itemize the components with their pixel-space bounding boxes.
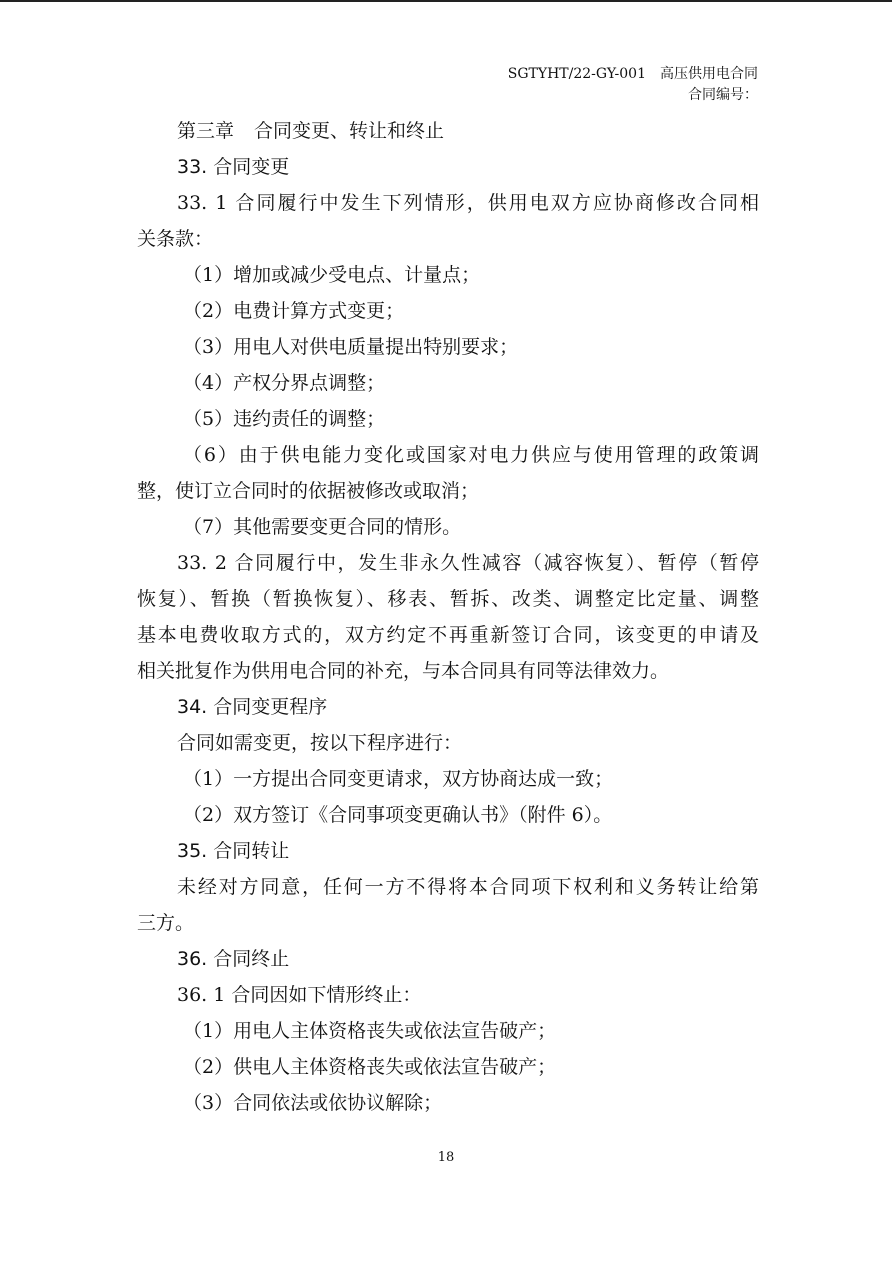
- clause-33-1-line-1: 33. 1 合同履行中发生下列情形，供用电双方应协商修改合同相: [177, 192, 759, 214]
- list-item: （4）产权分界点调整；: [183, 372, 386, 394]
- chapter-title: [137, 113, 759, 149]
- list-item: （2）供电人主体资格丧失或依法宣告破产；: [183, 1056, 557, 1078]
- list-item: （3）用电人对供电质量提出特别要求；: [183, 336, 519, 358]
- clause-33-2-line-4: 相关批复作为供用电合同的补充，与本合同具有同等法律效力。: [137, 660, 670, 682]
- top-border-line: [0, 0, 892, 2]
- doc-title: 高压供用电合同: [660, 66, 758, 82]
- list-item: （2）电费计算方式变更；: [183, 300, 405, 322]
- clause-33-1-line-2: 关条款：: [137, 228, 214, 250]
- header-line-1: [508, 64, 758, 85]
- list-item: （5）违约责任的调整；: [183, 408, 386, 430]
- page-number: 18: [437, 1150, 455, 1165]
- document-body: [137, 113, 759, 1121]
- list-item: （1）用电人主体资格丧失或依法宣告破产；: [183, 1020, 557, 1042]
- section-35-line-1: 未经对方同意，任何一方不得将本合同项下权利和义务转让给第: [177, 876, 759, 898]
- section-35-heading: 35. 合同转让: [177, 840, 290, 862]
- clause-33-2-line-3: 基本电费收取方式的，双方约定不再重新签订合同，该变更的申请及: [137, 624, 759, 646]
- list-item-6-line-2: 整，使订立合同时的依据被修改或取消；: [137, 480, 480, 502]
- clause-33-2-line-1: 33. 2 合同履行中，发生非永久性减容（减容恢复）、暂停（暂停: [177, 552, 759, 574]
- section-36-heading: 36. 合同终止: [177, 948, 290, 970]
- list-item: （3）合同依法或依协议解除；: [183, 1092, 443, 1114]
- section-33-heading: 33. 合同变更: [177, 156, 290, 178]
- page-header: [508, 64, 758, 106]
- chapter-number: 第三章: [177, 120, 235, 142]
- section-35-line-2: 三方。: [137, 912, 195, 934]
- section-34-heading: 34. 合同变更程序: [177, 696, 328, 718]
- contract-no-label: 合同编号：: [688, 87, 758, 103]
- chapter-name: 合同变更、转让和终止: [254, 120, 445, 142]
- clause-33-2-line-2: 恢复）、暂换（暂换恢复）、移表、暂拆、改类、调整定比定量、调整: [137, 588, 759, 610]
- list-item-6-line-1: （6）由于供电能力变化或国家对电力供应与使用管理的政策调: [183, 444, 759, 466]
- list-item: （1）一方提出合同变更请求，双方协商达成一致；: [183, 768, 614, 790]
- list-item-7: （7）其他需要变更合同的情形。: [183, 516, 462, 538]
- doc-code: SGTYHT/22-GY-001: [507, 66, 646, 82]
- list-item: （2）双方签订《合同事项变更确认书》（附件 6）。: [183, 804, 613, 826]
- list-item: （1）增加或减少受电点、计量点；: [183, 264, 481, 286]
- section-34-intro: 合同如需变更，按以下程序进行：: [177, 732, 463, 754]
- clause-36-1: 36. 1 合同因如下情形终止：: [177, 984, 422, 1006]
